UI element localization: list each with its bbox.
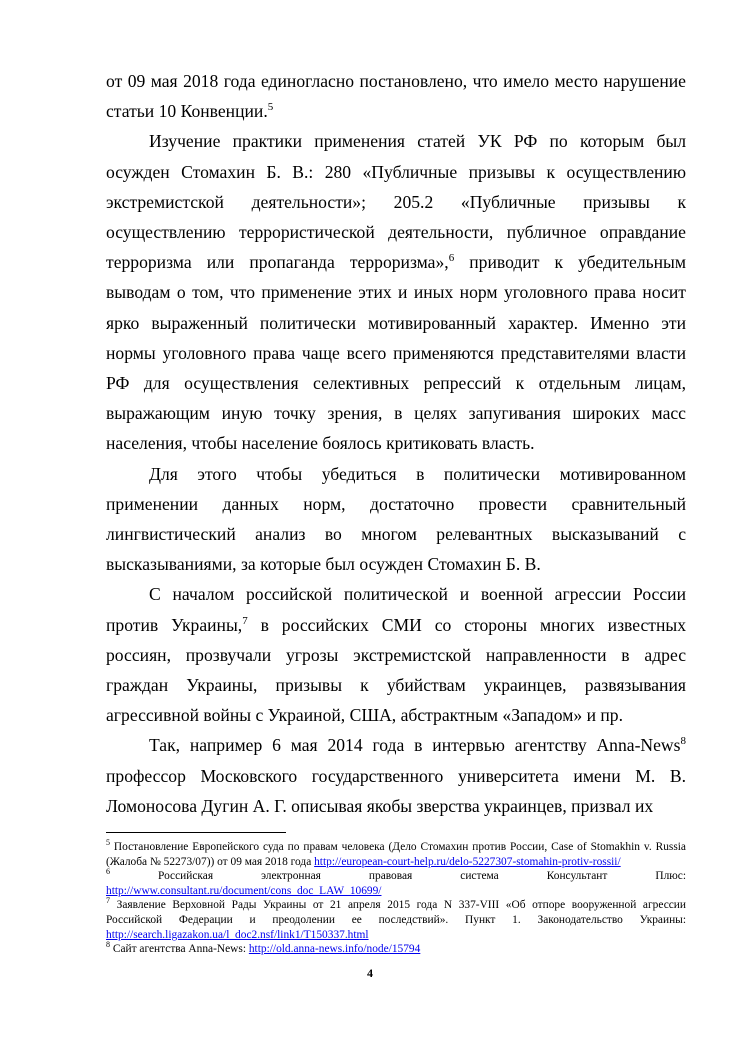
footnote-ref: 5: [267, 101, 274, 114]
footnote-link[interactable]: http://european-court-help.ru/delo-5227307-stomahin-protiv-rossii/: [314, 855, 621, 868]
text-run: Для этого чтобы убедиться в политически мотивированном применении данных норм, достаточно провести сравнительный лингвистический анализ во многом релевантных высказываний с высказываниями, за которые был осужден Стомахин Б. В.: [106, 463, 686, 575]
body-paragraph: [106, 126, 686, 458]
footnote-ref: 6: [106, 867, 110, 877]
footnote-ref: 7: [242, 614, 248, 627]
footnote-link[interactable]: http://old.anna-news.info/node/15794: [248, 943, 421, 956]
text-run: Заявление Верховной Рады Украины от 21 апреля 2015 года N 337-VIII «Об отпоре вооруженной агрессии Российской Федерации и преодолении ее последствий». Пункт 1. Законодательство Украины:: [106, 899, 686, 926]
footnote-link[interactable]: http://www.consultant.ru/document/cons_doc_LAW_10699/: [106, 884, 382, 897]
body-text: [106, 66, 686, 821]
footnote-ref: 6: [448, 252, 455, 265]
text-run: Российская электронная правовая система Консультант Плюс:: [110, 870, 686, 883]
text-run: в российских СМИ со стороны многих известных россиян, прозвучали угрозы экстремистской направленности в адрес граждан Украины, призывы к убийствам украинцев, развязывания агрессивной войны с Украиной, США, абстрактным «Западом» и пр.: [106, 614, 686, 726]
text-run: приводит к убедительным выводам о том, что применение этих и иных норм уголовного права носит ярко выраженный политически мотивированный характер. Именно эти нормы уголовного права чаще всего применяются представителями власти РФ для осуществления селективных репрессий к отдельным лицам, выражающим иную точку зрения, в целях запугивания широких масс населения, чтобы население боялось критиковать власть.: [106, 252, 686, 454]
footnote: [106, 840, 686, 869]
footnote-ref: 7: [106, 896, 110, 906]
footnote: [106, 898, 686, 942]
footnotes: [106, 840, 686, 957]
body-paragraph: [106, 730, 686, 821]
footnote-ref: 8: [680, 735, 686, 748]
footnote-separator: [106, 832, 286, 833]
text-run: профессор Московского государственного университета имени М. В. Ломоносова Дугин А. Г. описывая якобы зверства украинцев, призвал их: [106, 765, 686, 816]
text-run: Сайт агентства Anna-News:: [110, 943, 249, 956]
body-paragraph: [106, 579, 686, 730]
body-paragraph: [106, 459, 686, 580]
text-run: С началом российской политической и военной агрессии России против Украины,: [106, 584, 686, 635]
text-run: Изучение практики применения статей УК РФ по которым был осужден Стомахин Б. В.: 280 «Публичные призывы к осуществлению экстремистской деятельности»; 205.2 «Публичные призывы к осуществлению террористической деятельности, публичное оправдание терроризма или пропаганда терроризма»,: [106, 131, 686, 273]
footnote-ref: 8: [106, 940, 110, 950]
text-run: от 09 мая 2018 года единогласно постановлено, что имело место нарушение статьи 10 Конвенции.: [106, 71, 686, 122]
text-run: Так, например 6 мая 2014 года в интервью агентству Anna-News: [149, 735, 681, 756]
footnote: [106, 942, 686, 957]
footnote-link[interactable]: http://search.ligazakon.ua/l_doc2.nsf/link1/T150337.html: [106, 928, 369, 941]
body-paragraph: [106, 66, 686, 126]
text-run: Постановление Европейского суда по правам человека (Дело Стомахин против России, Case of Stomakhin v. Russia (Жалоба № 52273/07)) от 09 мая 2018 года: [106, 841, 686, 868]
footnote-ref: 5: [106, 838, 110, 848]
footnote: [106, 869, 686, 898]
page-number: 4: [367, 966, 373, 980]
